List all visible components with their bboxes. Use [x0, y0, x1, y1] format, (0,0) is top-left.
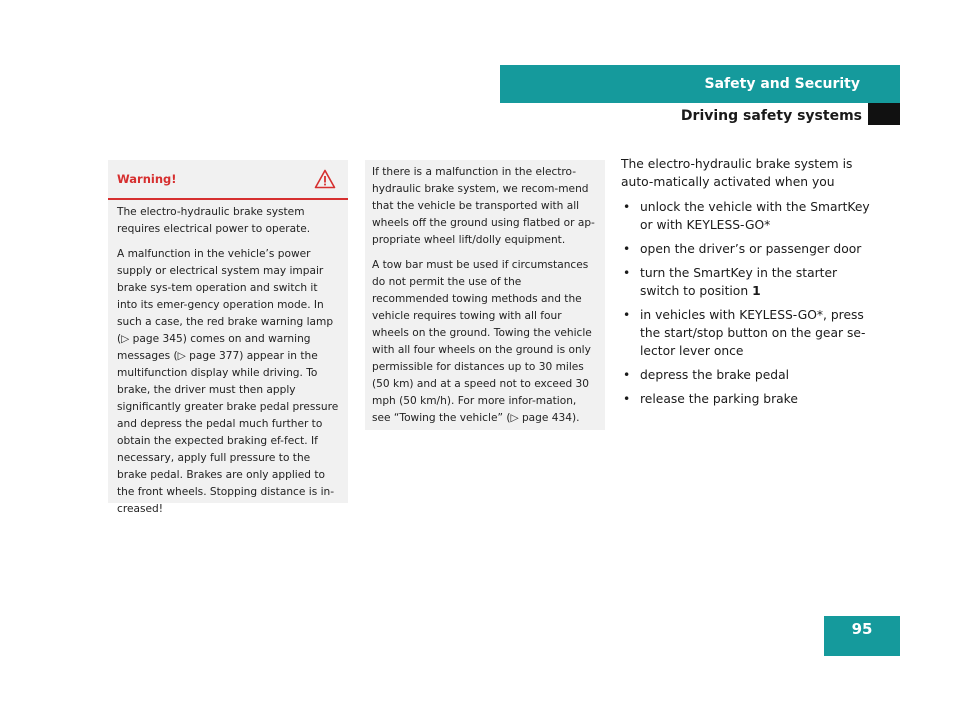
page-number: 95: [851, 620, 873, 638]
thumb-tab-marker: [868, 103, 900, 125]
activation-list: [621, 198, 871, 408]
warning-box: [108, 160, 348, 515]
warning-triangle-icon: [314, 169, 336, 189]
info-paragraph: A tow bar must be used if circumstances do not permit the use of the recommended towing methods and the vehicle requires towing with all four wheels on the ground. Towing the vehicle with all four wheels on the ground is only permissible for distances up to 30 miles (50 km) and at a speed not to exceed 30 mph (50 km/h). For more infor-mation, see “Towing the vehicle” (▷ page 434).: [372, 259, 592, 424]
warning-paragraph: The electro-hydraulic brake system requires electrical power to operate.: [117, 206, 311, 235]
warning-title: Warning!: [117, 172, 177, 186]
warning-header: [108, 160, 348, 200]
list-item-text: turn the SmartKey in the starter switch to position: [640, 266, 838, 298]
intro-paragraph: The electro-hydraulic brake system is auto-matically activated when you: [621, 157, 853, 189]
main-text-column: [621, 155, 871, 414]
page-number-box: [824, 616, 900, 656]
section-header-bar: [500, 65, 900, 103]
list-item: • in vehicles with KEYLESS-GO*, press the start/stop button on the gear se-lector lever once: [621, 306, 871, 360]
list-item: • open the driver’s or passenger door: [621, 240, 871, 258]
list-item: • depress the brake pedal: [621, 366, 871, 384]
list-item: [621, 264, 871, 300]
list-item: • release the parking brake: [621, 390, 871, 408]
page-subtitle: Driving safety systems: [680, 108, 862, 124]
towing-info-box: [365, 160, 605, 430]
section-title: Safety and Security: [704, 76, 860, 92]
warning-paragraph: A malfunction in the vehicle’s power supply or electrical system may impair brake sys-tem operation and switch it into its emer-gency operation mode. In such a case, the red brake warning lamp (▷ page 345) comes on and warning messages (▷ page 377) appear in the multifunction display while driving. To brake, the driver must then apply significantly greater brake pedal pressure and depress the pedal much further to obtain the expected braking ef-fect. If necessary, apply full pressure to the brake pedal. Brakes are only applied to the front wheels. Stopping distance is in-creased!: [117, 248, 339, 515]
info-paragraph: If there is a malfunction in the electro-hydraulic brake system, we recom-mend that the vehicle be transported with all wheels off the ground using flatbed or ap-propriate wheel lift/dolly equipment.: [372, 166, 595, 246]
ignition-position: 1: [752, 284, 761, 298]
list-item: • unlock the vehicle with the SmartKey or with KEYLESS-GO*: [621, 198, 871, 234]
